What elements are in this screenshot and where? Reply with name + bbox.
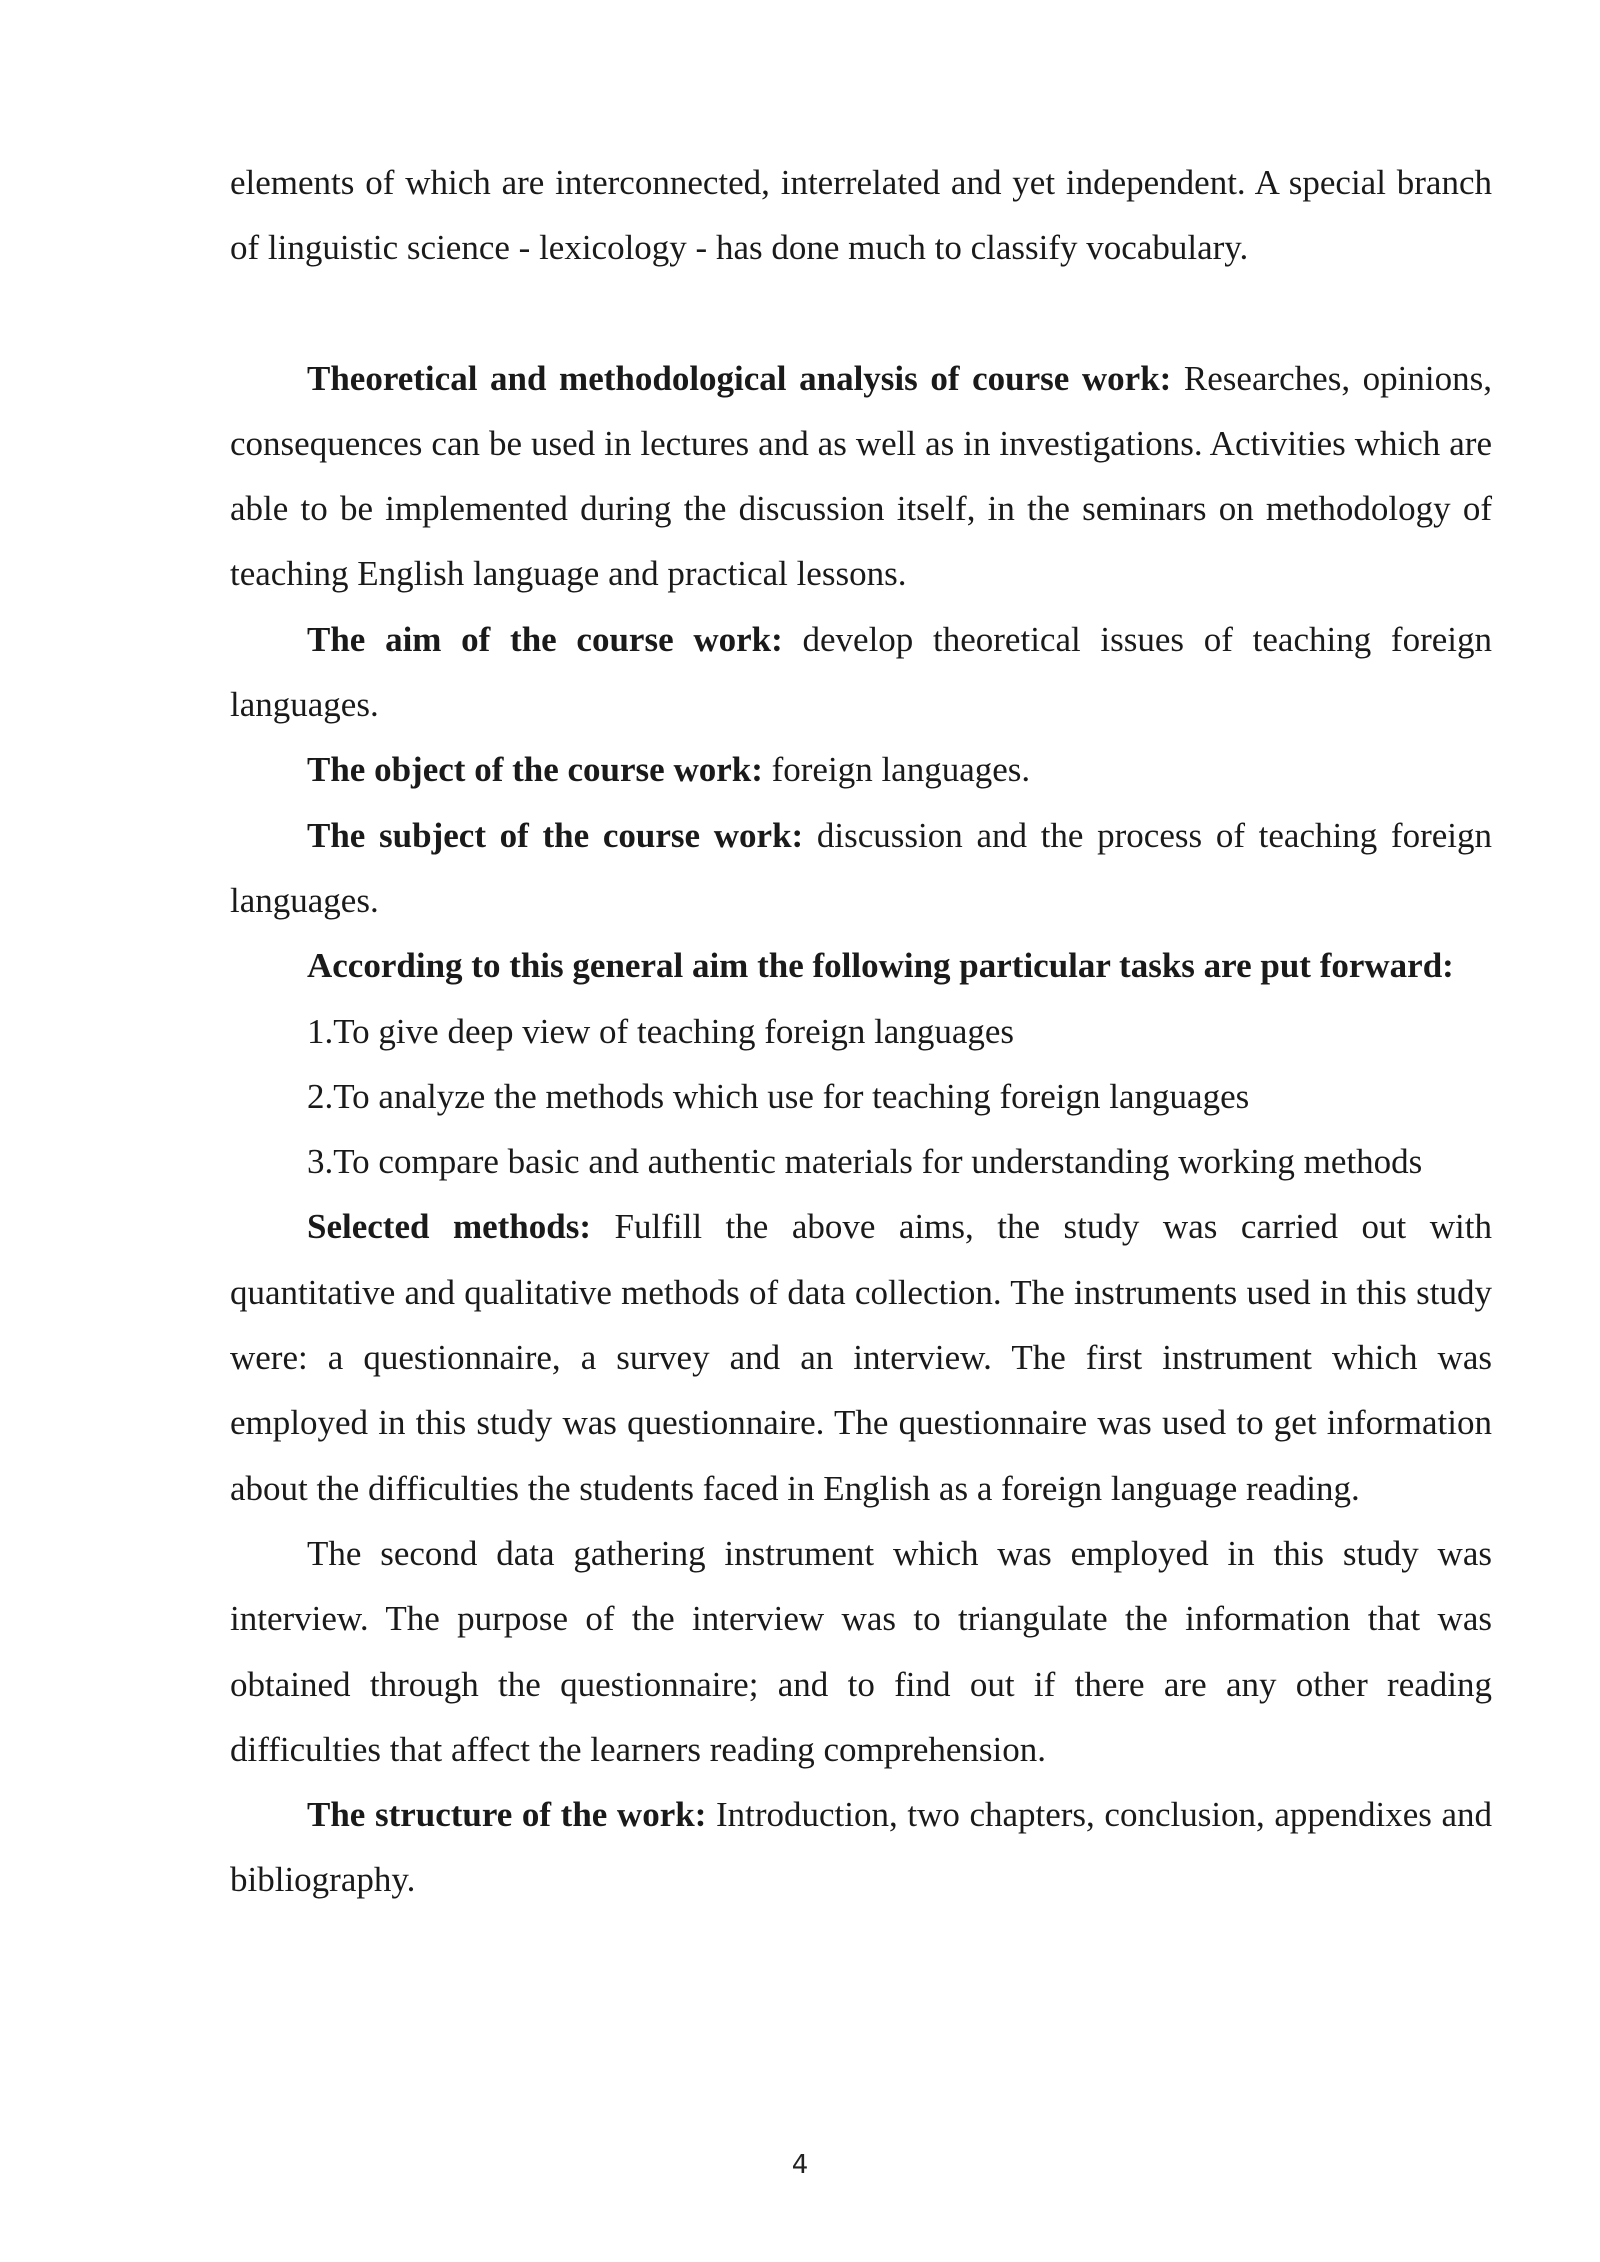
paragraph-theoretical-analysis	[230, 346, 1492, 607]
document-page	[230, 150, 1492, 1913]
paragraph-gap	[230, 281, 1492, 346]
task-item-3: 3.To compare basic and authentic materials for understanding working methods	[307, 1142, 1423, 1182]
paragraph-structure	[230, 1782, 1492, 1913]
paragraph-aim	[230, 607, 1492, 738]
selected-methods-label: Selected methods:	[307, 1207, 592, 1247]
structure-label: The structure of the work:	[307, 1795, 707, 1835]
theoretical-analysis-text: Researches, opinions, consequences can be used in lectures and as well as in investigations. Activities which are able to be implemented during the discussion itself, in the seminars on methodology of teaching English language and practical lessons.	[230, 358, 1492, 594]
object-text: foreign languages.	[762, 750, 1031, 790]
object-label: The object of the course work:	[307, 750, 763, 790]
task-item-2: 2.To analyze the methods which use for teaching foreign languages	[307, 1076, 1250, 1116]
aim-text: develop theoretical issues of teaching foreign languages.	[230, 619, 1493, 725]
paragraph-second-instrument: The second data gathering instrument which was employed in this study was interview. The purpose of the interview was to triangulate the information that was obtained through the questionnaire; and to find out if there are any other reading difficulties that affect the learners reading comprehension.	[230, 1533, 1492, 1769]
aim-label: The aim of the course work:	[307, 619, 783, 659]
paragraph-tasks-heading: According to this general aim the following particular tasks are put forward:	[307, 946, 1454, 986]
page-number: 4	[791, 2150, 809, 2180]
subject-text: discussion and the process of teaching foreign languages.	[230, 815, 1492, 920]
paragraph-intro-continuation: elements of which are interconnected, interrelated and yet independent. A special branch of linguistic science - lexicology - has done much to classify vocabulary.	[230, 163, 1492, 268]
paragraph-subject	[230, 803, 1492, 934]
paragraph-object	[230, 737, 1492, 802]
task-item-1: 1.To give deep view of teaching foreign languages	[307, 1011, 1015, 1051]
structure-text: Introduction, two chapters, conclusion, appendixes and bibliography.	[230, 1795, 1492, 1900]
subject-label: The subject of the course work:	[307, 815, 804, 855]
selected-methods-text: Fulfill the above aims, the study was carried out with quantitative and qualitative methods of data collection. The instruments used in this study were: a questionnaire, a survey and an interview. The first instrument which was employed in this study was questionnaire. The questionnaire was used to get information about the difficulties the students faced in English as a foreign language reading.	[230, 1207, 1492, 1508]
paragraph-selected-methods	[230, 1194, 1492, 1520]
theoretical-analysis-label: Theoretical and methodological analysis of course work:	[307, 358, 1172, 398]
